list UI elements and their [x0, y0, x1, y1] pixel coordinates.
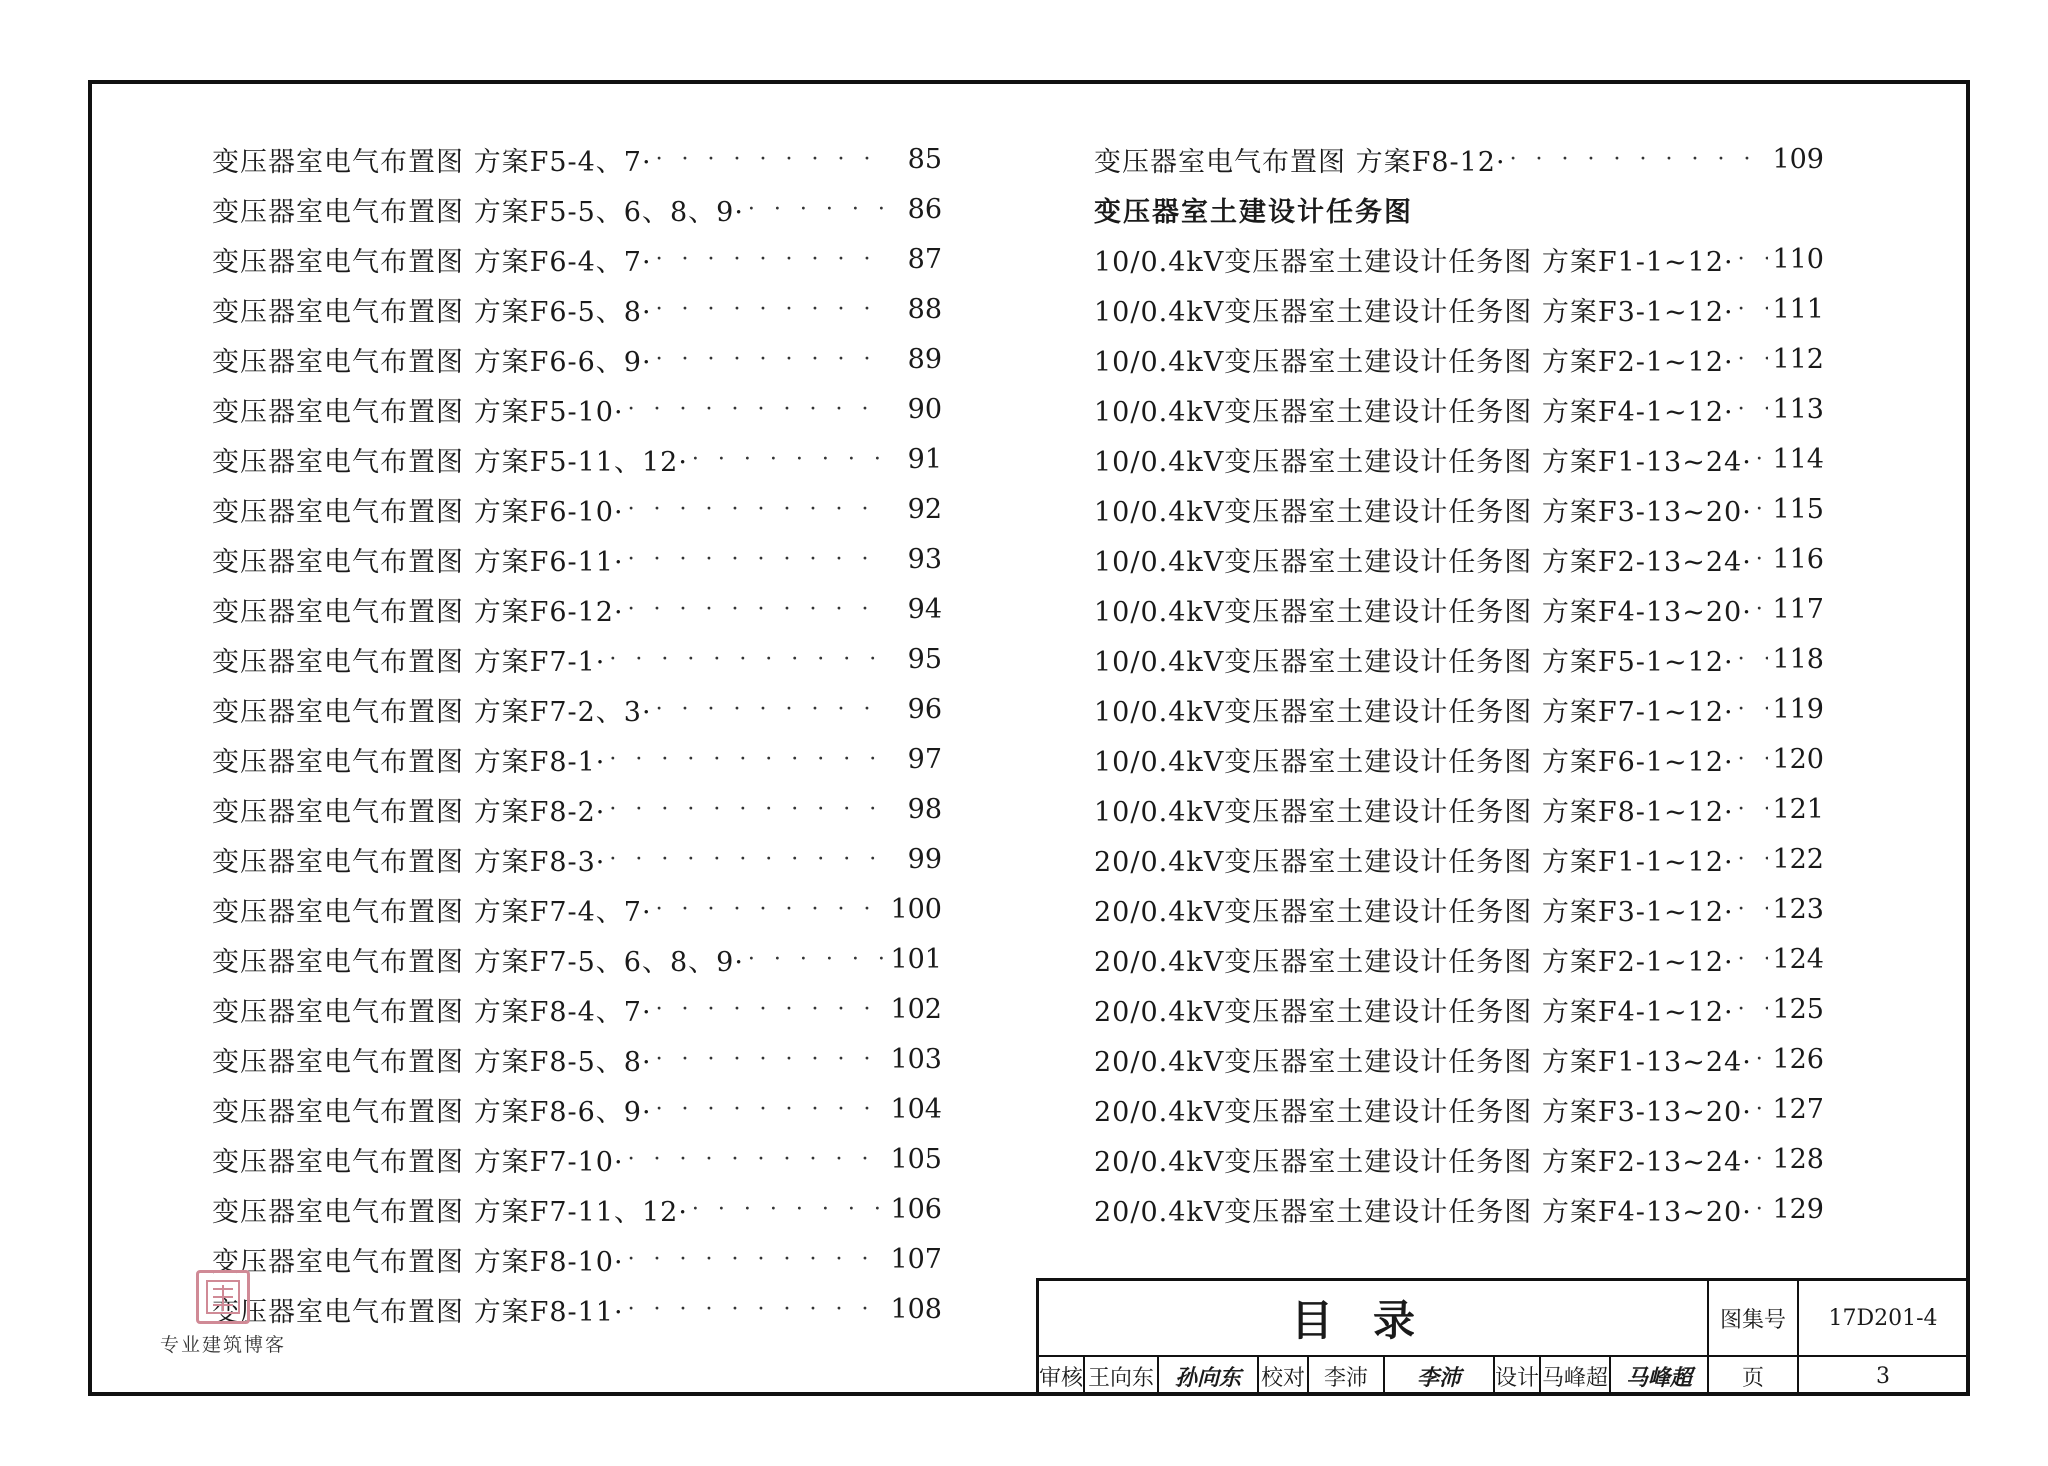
toc-entry-title: 10/0.4kV变压器室土建设计任务图 方案F1-1~12· — [1094, 246, 1734, 278]
toc-entry-title: 变压器室电气布置图 方案F8-2· — [212, 796, 606, 828]
leader-dots — [1738, 997, 1769, 1022]
toc-entry — [1094, 1084, 1824, 1134]
toc-entry — [212, 284, 942, 334]
leader-dots — [656, 1097, 887, 1122]
leader-dots — [656, 147, 888, 172]
check-label: 校对 — [1259, 1357, 1309, 1395]
toc-entry — [212, 634, 942, 684]
toc-entry — [212, 884, 942, 934]
leader-dots — [656, 297, 888, 322]
toc-entry — [1094, 684, 1824, 734]
toc-entry — [1094, 834, 1824, 884]
toc-entry-title: 10/0.4kV变压器室土建设计任务图 方案F2-13~24· — [1094, 546, 1752, 578]
toc-entry-title: 变压器室电气布置图 方案F8-1· — [212, 746, 606, 778]
toc-entry-page: 123 — [1772, 893, 1824, 925]
toc-entry-title: 变压器室电气布置图 方案F6-11· — [212, 546, 624, 578]
toc-entry-page: 97 — [907, 743, 942, 775]
page-label: 页 — [1709, 1357, 1799, 1395]
toc-entry-title: 变压器室电气布置图 方案F7-11、12· — [212, 1196, 688, 1228]
leader-dots — [656, 997, 887, 1022]
leader-dots — [748, 197, 888, 222]
toc-entry-page: 119 — [1772, 693, 1824, 725]
leader-dots — [1756, 1047, 1769, 1072]
toc-entry-page: 127 — [1772, 1093, 1824, 1125]
leader-dots — [1756, 1097, 1769, 1122]
toc-entry — [1094, 1034, 1824, 1084]
toc-entry — [212, 1034, 942, 1084]
toc-entry-page: 89 — [907, 343, 942, 375]
toc-entry-page: 99 — [907, 843, 942, 875]
leader-dots — [1756, 497, 1769, 522]
toc-entry-title: 10/0.4kV变压器室土建设计任务图 方案F4-1~12· — [1094, 396, 1734, 428]
toc-entry-page: 87 — [907, 243, 942, 275]
leader-dots — [628, 597, 888, 622]
toc-entry-page: 107 — [890, 1243, 942, 1275]
toc-entry-page: 105 — [890, 1143, 942, 1175]
toc-entry-page: 126 — [1772, 1043, 1824, 1075]
toc-entry-page: 94 — [907, 593, 942, 625]
toc-entry-page: 125 — [1772, 993, 1824, 1025]
watermark-stamp-icon — [196, 1270, 250, 1324]
toc-entry — [1094, 984, 1824, 1034]
toc-entry-title: 20/0.4kV变压器室土建设计任务图 方案F4-1~12· — [1094, 996, 1734, 1028]
toc-entry-page: 108 — [890, 1293, 942, 1325]
toc-entry — [1094, 934, 1824, 984]
toc-entry-page: 117 — [1772, 593, 1824, 625]
toc-entry-title: 变压器室电气布置图 方案F8-10· — [212, 1246, 624, 1278]
toc-entry — [212, 1134, 942, 1184]
toc-entry-title: 变压器室电气布置图 方案F6-4、7· — [212, 246, 652, 278]
toc-entry-title: 10/0.4kV变压器室土建设计任务图 方案F6-1~12· — [1094, 746, 1734, 778]
toc-entry-page: 118 — [1772, 643, 1824, 675]
toc-entry-title: 10/0.4kV变压器室土建设计任务图 方案F1-13~24· — [1094, 446, 1752, 478]
leader-dots — [1738, 297, 1769, 322]
toc-entry — [1094, 334, 1824, 384]
toc-entry — [212, 1234, 942, 1284]
toc-entry-title: 变压器室电气布置图 方案F5-5、6、8、9· — [212, 196, 744, 228]
toc-entry-page: 114 — [1772, 443, 1824, 475]
toc-entry-title: 变压器室电气布置图 方案F8-3· — [212, 846, 606, 878]
toc-entry — [1094, 1134, 1824, 1184]
toc-entry-title: 变压器室电气布置图 方案F8-11· — [212, 1296, 624, 1328]
reviewer-signature: 孙向东 — [1159, 1357, 1259, 1395]
toc-entry — [212, 1084, 942, 1134]
leader-dots — [1756, 547, 1769, 572]
toc-entry — [1094, 384, 1824, 434]
toc-entry-title: 变压器室电气布置图 方案F6-12· — [212, 596, 624, 628]
toc-entry-page: 103 — [890, 1043, 942, 1075]
toc-entry — [1094, 634, 1824, 684]
leader-dots — [1738, 847, 1769, 872]
leader-dots — [1756, 1197, 1769, 1222]
leader-dots — [1738, 697, 1769, 722]
design-label: 设计 — [1495, 1357, 1541, 1395]
toc-entry — [212, 784, 942, 834]
toc-entry — [212, 234, 942, 284]
toc-entry-page: 86 — [907, 193, 942, 225]
leader-dots — [1510, 147, 1769, 172]
leader-dots — [656, 1047, 887, 1072]
toc-entry — [212, 334, 942, 384]
signature-row — [1039, 1357, 1709, 1395]
leader-dots — [1738, 947, 1769, 972]
toc-entry-title: 变压器室电气布置图 方案F7-2、3· — [212, 696, 652, 728]
toc-entry-title: 变压器室电气布置图 方案F6-10· — [212, 496, 624, 528]
leader-dots — [1756, 1147, 1769, 1172]
leader-dots — [1738, 347, 1769, 372]
toc-entry-title: 变压器室电气布置图 方案F8-6、9· — [212, 1096, 652, 1128]
toc-entry — [1094, 884, 1824, 934]
toc-entry — [212, 534, 942, 584]
toc-entry — [212, 734, 942, 784]
toc-entry-page: 100 — [890, 893, 942, 925]
toc-entry-page: 115 — [1772, 493, 1824, 525]
toc-entry — [212, 834, 942, 884]
toc-entry — [212, 134, 942, 184]
toc-entry — [212, 434, 942, 484]
toc-entry-title: 变压器室电气布置图 方案F8-4、7· — [212, 996, 652, 1028]
toc-entry-page: 129 — [1772, 1193, 1824, 1225]
toc-entry-title: 20/0.4kV变压器室土建设计任务图 方案F4-13~20· — [1094, 1196, 1752, 1228]
leader-dots — [628, 1247, 887, 1272]
leader-dots — [628, 397, 888, 422]
toc-entry-page: 110 — [1772, 243, 1824, 275]
toc-entry-title: 变压器室电气布置图 方案F8-5、8· — [212, 1046, 652, 1078]
leader-dots — [609, 747, 888, 772]
toc-entry-title: 变压器室电气布置图 方案F6-6、9· — [212, 346, 652, 378]
toc-entry — [1094, 484, 1824, 534]
toc-entry — [212, 484, 942, 534]
checker-signature: 李沛 — [1385, 1357, 1495, 1395]
toc-entry-page: 106 — [890, 1193, 942, 1225]
toc-entry-title: 变压器室电气布置图 方案F8-12· — [1094, 146, 1506, 178]
toc-entry-page: 128 — [1772, 1143, 1824, 1175]
toc-entry-title: 10/0.4kV变压器室土建设计任务图 方案F5-1~12· — [1094, 646, 1734, 678]
toc-entry-page: 124 — [1772, 943, 1824, 975]
toc-entry — [212, 684, 942, 734]
toc-entry-page: 95 — [907, 643, 942, 675]
toc-entry — [1094, 784, 1824, 834]
title-block — [1036, 1278, 1966, 1392]
toc-entry-title: 变压器室电气布置图 方案F7-1· — [212, 646, 606, 678]
leader-dots — [1756, 597, 1769, 622]
toc-entry-page: 102 — [890, 993, 942, 1025]
toc-entry-title: 20/0.4kV变压器室土建设计任务图 方案F2-1~12· — [1094, 946, 1734, 978]
toc-entry-page: 121 — [1772, 793, 1824, 825]
toc-entry-title: 20/0.4kV变压器室土建设计任务图 方案F1-13~24· — [1094, 1046, 1752, 1078]
toc-entry-title: 变压器室电气布置图 方案F7-4、7· — [212, 896, 652, 928]
toc-entry-page: 88 — [907, 293, 942, 325]
toc-entry — [1094, 734, 1824, 784]
designer-name: 马峰超 — [1541, 1357, 1611, 1395]
toc-entry-page: 109 — [1772, 143, 1824, 175]
toc-entry — [1094, 584, 1824, 634]
toc-entry-page: 120 — [1772, 743, 1824, 775]
toc-entry-page: 85 — [907, 143, 942, 175]
toc-entry-page: 122 — [1772, 843, 1824, 875]
toc-entry-title: 变压器室电气布置图 方案F5-10· — [212, 396, 624, 428]
leader-dots — [1738, 247, 1769, 272]
toc-entry-page: 96 — [907, 693, 942, 725]
leader-dots — [692, 447, 888, 472]
toc-entry-title: 20/0.4kV变压器室土建设计任务图 方案F3-13~20· — [1094, 1096, 1752, 1128]
leader-dots — [1756, 447, 1769, 472]
toc-entry-title: 变压器室电气布置图 方案F5-4、7· — [212, 146, 652, 178]
toc-entry-page: 116 — [1772, 543, 1824, 575]
leader-dots — [628, 1297, 887, 1322]
toc-entry-title: 变压器室电气布置图 方案F7-10· — [212, 1146, 624, 1178]
document-title: 目录 — [1039, 1281, 1709, 1357]
leader-dots — [1738, 647, 1769, 672]
toc-entry — [212, 184, 942, 234]
toc-entry-title: 20/0.4kV变压器室土建设计任务图 方案F3-1~12· — [1094, 896, 1734, 928]
leader-dots — [628, 497, 888, 522]
toc-entry — [1094, 1184, 1824, 1234]
atlas-number-label: 图集号 — [1709, 1281, 1799, 1357]
toc-entry-title: 10/0.4kV变压器室土建设计任务图 方案F3-1~12· — [1094, 296, 1734, 328]
checker-name: 李沛 — [1309, 1357, 1385, 1395]
toc-entry — [1094, 534, 1824, 584]
leader-dots — [609, 647, 888, 672]
toc-entry-page: 93 — [907, 543, 942, 575]
leader-dots — [1738, 397, 1769, 422]
toc-entry-page: 111 — [1772, 293, 1824, 325]
leader-dots — [628, 1147, 887, 1172]
toc-entry — [212, 584, 942, 634]
toc-entry — [1094, 434, 1824, 484]
watermark-text: 专业建筑博客 — [160, 1334, 287, 1356]
toc-entry-page: 113 — [1772, 393, 1824, 425]
toc-entry — [1094, 284, 1824, 334]
toc-entry — [212, 384, 942, 434]
toc-entry-title: 10/0.4kV变压器室土建设计任务图 方案F8-1~12· — [1094, 796, 1734, 828]
toc-entry-title: 10/0.4kV变压器室土建设计任务图 方案F4-13~20· — [1094, 596, 1752, 628]
toc-entry-title: 变压器室电气布置图 方案F5-11、12· — [212, 446, 688, 478]
leader-dots — [656, 897, 887, 922]
toc-entry-page: 112 — [1772, 343, 1824, 375]
toc-entry — [212, 934, 942, 984]
toc-entry-title: 10/0.4kV变压器室土建设计任务图 方案F2-1~12· — [1094, 346, 1734, 378]
toc-entry — [212, 1184, 942, 1234]
page-number: 3 — [1799, 1357, 1969, 1395]
leader-dots — [692, 1197, 887, 1222]
leader-dots — [656, 247, 888, 272]
toc-entry — [212, 984, 942, 1034]
leader-dots — [656, 347, 888, 372]
toc-entry-page: 101 — [890, 943, 942, 975]
review-label: 审核 — [1039, 1357, 1085, 1395]
section-heading: 变压器室土建设计任务图 — [1094, 196, 1413, 228]
leader-dots — [1738, 747, 1769, 772]
toc-entry-page: 90 — [907, 393, 942, 425]
leader-dots — [1738, 797, 1769, 822]
toc-right-column — [1094, 134, 1824, 1234]
toc-entry-title: 变压器室电气布置图 方案F6-5、8· — [212, 296, 652, 328]
leader-dots — [1738, 897, 1769, 922]
designer-signature: 马峰超 — [1611, 1357, 1709, 1395]
leader-dots — [656, 697, 888, 722]
leader-dots — [609, 847, 888, 872]
toc-left-column — [212, 134, 942, 1334]
toc-entry — [212, 1284, 942, 1334]
toc-entry-page: 104 — [890, 1093, 942, 1125]
leader-dots — [748, 947, 887, 972]
toc-entry-title: 变压器室电气布置图 方案F7-5、6、8、9· — [212, 946, 744, 978]
toc-entry-title: 20/0.4kV变压器室土建设计任务图 方案F2-13~24· — [1094, 1146, 1752, 1178]
toc-entry-title: 10/0.4kV变压器室土建设计任务图 方案F7-1~12· — [1094, 696, 1734, 728]
toc-entry-page: 92 — [907, 493, 942, 525]
toc-entry — [1094, 234, 1824, 284]
toc-entry-page: 91 — [907, 443, 942, 475]
leader-dots — [609, 797, 888, 822]
toc-entry-title: 10/0.4kV变压器室土建设计任务图 方案F3-13~20· — [1094, 496, 1752, 528]
atlas-number: 17D201-4 — [1799, 1281, 1969, 1357]
leader-dots — [628, 547, 888, 572]
toc-entry-page: 98 — [907, 793, 942, 825]
reviewer-name: 王向东 — [1085, 1357, 1159, 1395]
toc-entry-title: 20/0.4kV变压器室土建设计任务图 方案F1-1~12· — [1094, 846, 1734, 878]
toc-entry — [1094, 134, 1824, 184]
